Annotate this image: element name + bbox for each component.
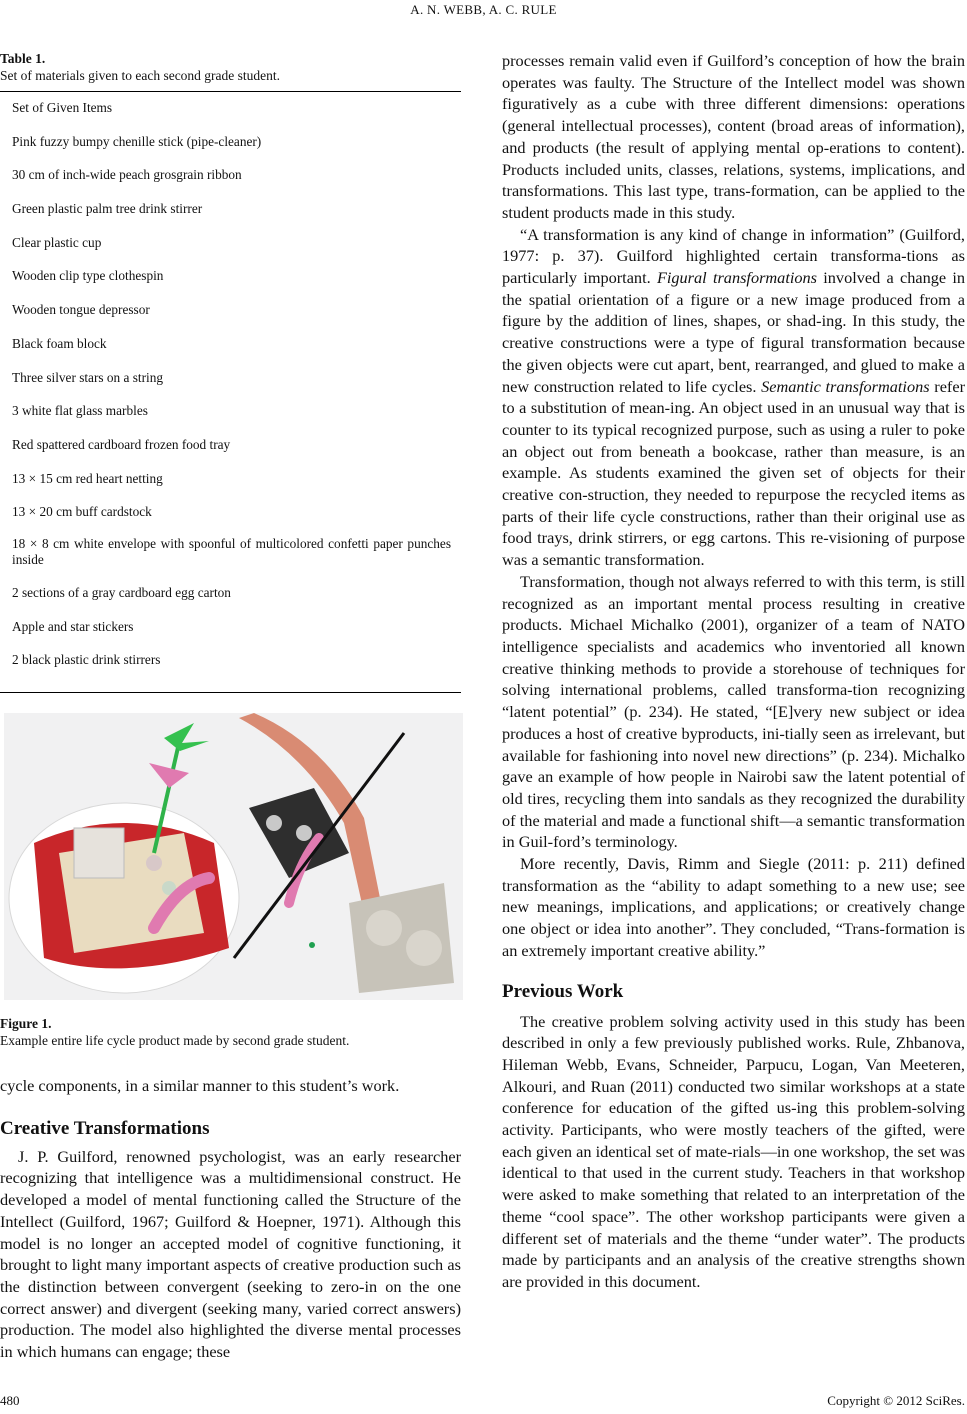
table-caption-text: Set of materials given to each second grade student. — [0, 68, 281, 83]
table-row: 3 white flat glass marbles — [12, 403, 148, 419]
figure-caption — [0, 1015, 461, 1049]
table-row: Clear plastic cup — [12, 234, 102, 250]
table-row: Wooden tongue depressor — [12, 302, 150, 318]
running-header: A. N. WEBB, A. C. RULE — [410, 2, 557, 17]
table-row: Green plastic palm tree drink stirrer — [12, 201, 203, 217]
body-paragraph — [502, 224, 965, 571]
table-caption — [0, 50, 461, 84]
right-column — [502, 50, 965, 1293]
figure-label: Figure 1. — [0, 1016, 52, 1031]
table-row: 2 black plastic drink stirrers — [12, 652, 161, 668]
table-row: Pink fuzzy bumpy chenille stick (pipe-cleaner) — [12, 133, 262, 149]
table-row: 30 cm of inch-wide peach grosgrain ribbon — [12, 167, 242, 183]
italic-term: Semantic transformations — [761, 376, 930, 396]
table-row: 18 × 8 cm white envelope with spoonful of multicolored confetti paper punches inside — [12, 535, 451, 567]
table-row: 13 × 20 cm buff cardstock — [12, 504, 152, 520]
body-paragraph: Transformation, though not always referred to with this term, is still recognized as an important mental process resulting in creative products. Michael Michalko (2001), organizer of a team of NATO intelligence specialists and academics who inventoried all known creative thinking methods to provide a storehouse of techniques for solving international problems, called transforma-tion recognizing “latent potential” (p. 234). He stated, “[E]very new subject or idea produces a host of creative byproducts, ini-tially seen as irrelevant, but available for fashioning into novel new directions” (p. 234). Michalko gave an example of how people in Nairobi saw the latent potential of old tires, recycling them into sandals as they recognized the durability of the material and made a functional shift—a semantic transformation in Guil-ford’s terminology. — [502, 571, 965, 852]
table-row: 13 × 15 cm red heart netting — [12, 470, 163, 486]
body-paragraph: processes remain valid even if Guilford’s conception of how the brain operates was faulty. The Structure of the Intellect model was shown figuratively as a cube with three different dimensions: operations (general intellectual processes), content (broad areas of information), and products (the result of applying mental op-erations to content). Products included units, classes, relations, systems, implications, and transformations. This last type, trans-formation, can be applied to the student products made in this study. — [502, 51, 965, 222]
table-row: Wooden clip type clothespin — [12, 268, 164, 284]
copyright: Copyright © 2012 SciRes. — [827, 1393, 965, 1408]
section-heading: Previous Work — [502, 980, 624, 1002]
body-paragraph: cycle components, in a similar manner to this student’s work. — [0, 1076, 400, 1095]
table-row: Apple and star stickers — [12, 618, 134, 634]
materials-table — [0, 91, 461, 693]
left-column — [0, 50, 461, 1363]
body-paragraph: More recently, Davis, Rimm and Siegle (2011: p. 211) defined transformation as the “ability to adapt something to a new use; see new meanings, implications, and applications; or creatively change one object or idea into another”. They concluded, “Trans-formation is an extremely important creative ability.” — [502, 854, 965, 960]
table-row: Red spattered cardboard frozen food tray — [12, 436, 231, 452]
section-heading: Creative Transformations — [0, 1117, 210, 1139]
figure-caption-text: Example entire life cycle product made by second grade student. — [0, 1033, 350, 1048]
table-row: 2 sections of a gray cardboard egg carton — [12, 584, 231, 600]
table-row: Set of Given Items — [12, 100, 113, 115]
italic-term: Figural transformations — [656, 268, 817, 288]
table-row: Black foam block — [12, 335, 107, 351]
page-number: 480 — [0, 1393, 20, 1408]
text-run: “A transformation is any kind of change in information” (Guilford, 1977: p. 37). Guilford highlighted certain transforma-tions as particularly important. — [502, 224, 965, 288]
text-run: involved a change in the spatial orientation of a figure or a new image produced from a figure by the addition of lines, shapes, or shad-ing. In this study, the creative constructions were a type of figural transformation because the given objects were cut apart, bent, rearranged, and glued to make a new construction related to life cycles. — [502, 268, 965, 396]
table-label: Table 1. — [0, 51, 46, 66]
body-paragraph: The creative problem solving activity used in this study has been described in only a few previously published works. Rule, Zhbanova, Hileman Webb, Evans, Schneider, Parpucu, Logan, Van Meeteren, Alkouri, and Ruan (2011) conducted two similar workshops at a state conference for education of the gifted us-ing this problem-solving activity. Participants, who were mostly teachers of the gifted, were each given an identical set of mate-rials—in one workshop, the set was identical to that used in the current study. Teachers in that workshop were asked to make something that related to an interpretation of the theme “cool space”. The other workshop participants were given a different set of materials and the theme “under water”. The products made by participants and an analysis of the creative strengths shown are provided in this document. — [502, 1011, 965, 1291]
text-run: refer to a substitution of mean-ing. An object used in an unusual way that is counter to its typical recognized purpose, such as using a ruler to poke an object out from beneath a bookcase, rather than measure, is an example. As students examined the given set of objects for their creative con-struction, they needed to repurpose the recycled items as parts of their life cycle constructions, rather than their original use as food trays, drink stirrers, or egg cartons. This re-visioning of purpose was a semantic transformation. — [502, 376, 965, 570]
life-cycle-product-photo — [4, 713, 463, 1000]
figure-photo — [4, 713, 463, 1000]
table-row: Three silver stars on a string — [12, 369, 164, 385]
body-paragraph: J. P. Guilford, renowned psychologist, was an early researcher recognizing that intelligence was a multidimensional construct. He developed a model of mental functioning called the Structure of the Intellect (Guilford, 1967; Guilford & Hoepner, 1971). Although this model is no longer an accepted model of cognitive functioning, it brought to light many important aspects of creative production such as the distinction between convergent (seeking to zero-in on the one correct answer) and divergent (seeking many, varied correct answers) production. The model also highlighted the diverse mental processes in which humans can engage; these — [0, 1146, 461, 1362]
